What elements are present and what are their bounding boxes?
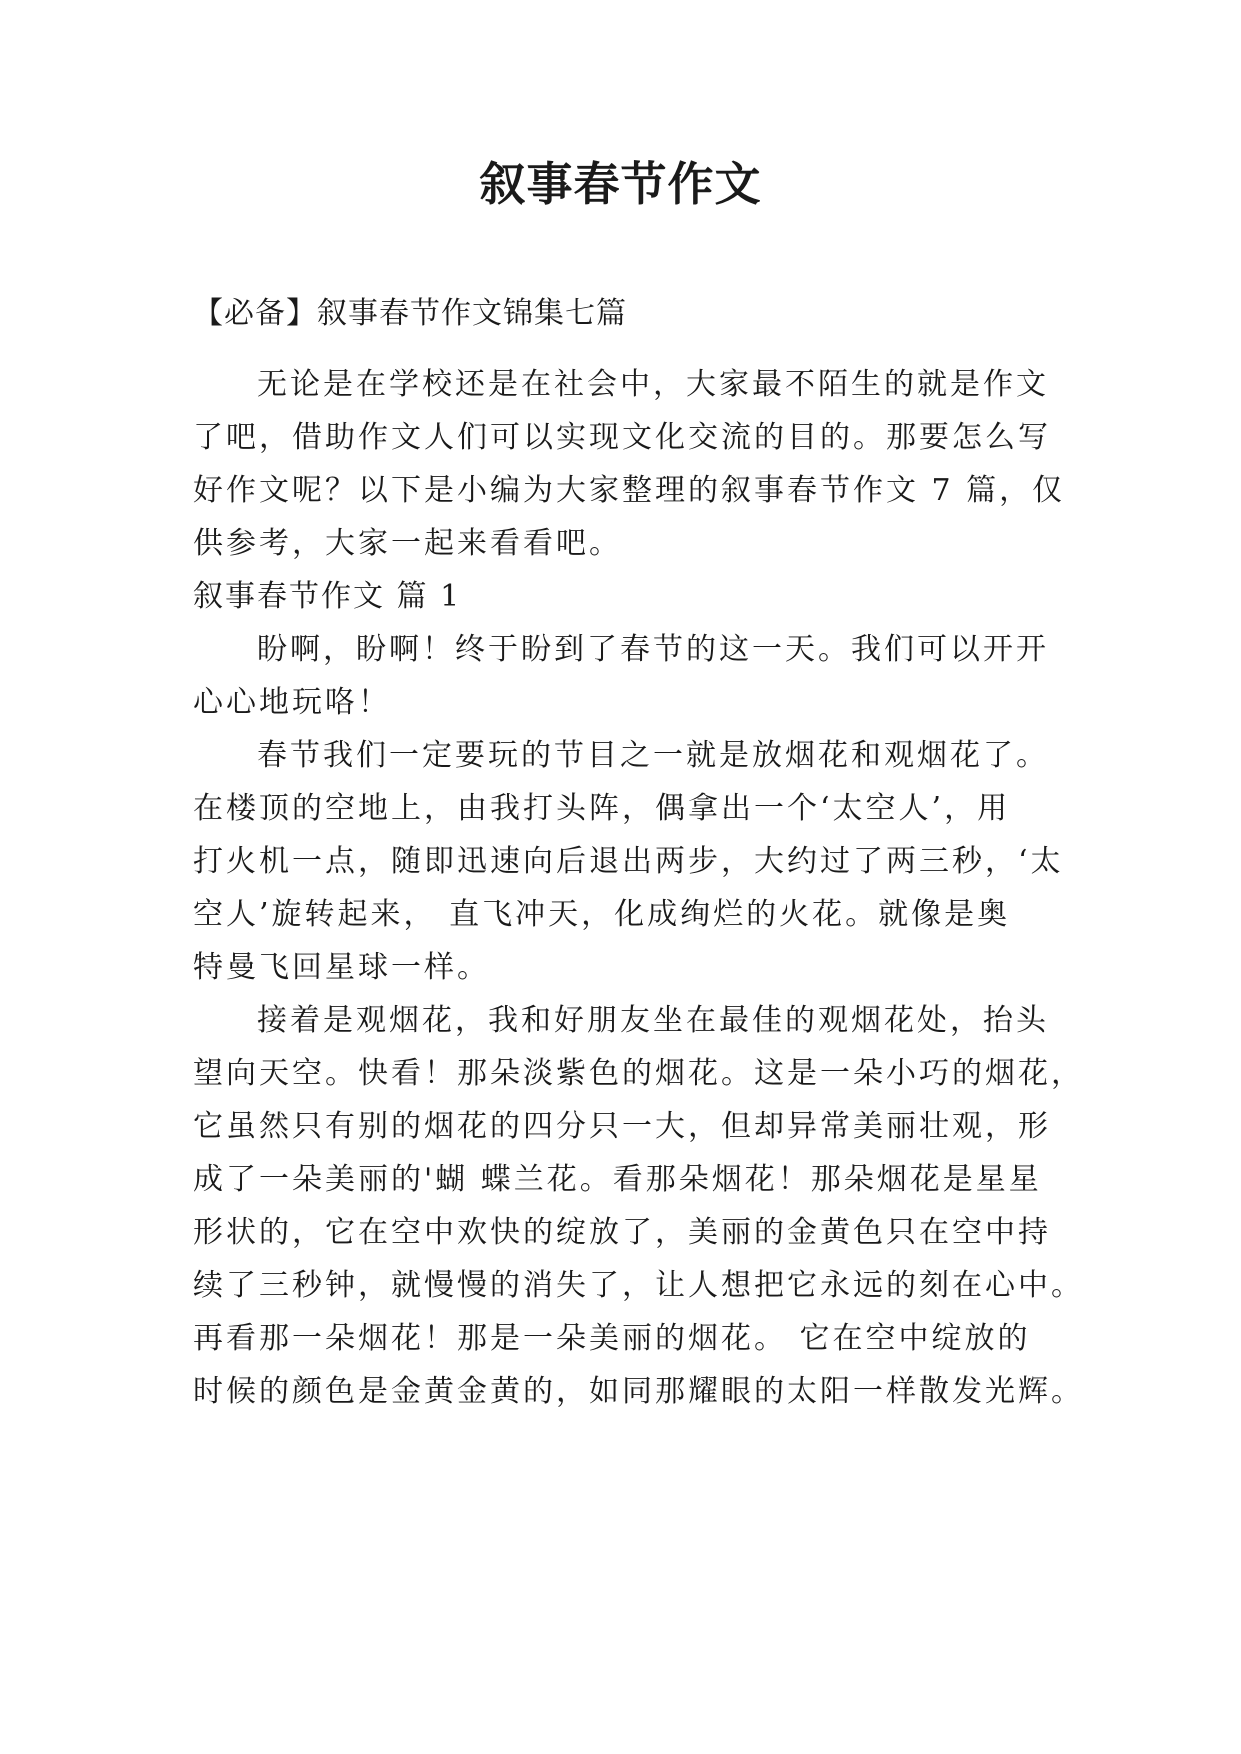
text-line: 望向天空。快看！那朵淡紫色的烟花。这是一朵小巧的烟花， (193, 1056, 1084, 1091)
section-heading: 叙事春节作文 篇 1 (193, 579, 462, 614)
text-line: 盼啊，盼啊！终于盼到了春节的这一天。我们可以开开 (257, 632, 1049, 667)
text-line: 心心地玩咯！ (193, 685, 391, 720)
text-line: 时候的颜色是金黄金黄的，如同那耀眼的太阳一样散发光辉。 (193, 1374, 1084, 1409)
text-line: 无论是在学校还是在社会中，大家最不陌生的就是作文 (257, 367, 1049, 402)
text-line: 再看那一朵烟花！那是一朵美丽的烟花。 它在空中绽放的 (193, 1321, 1031, 1356)
document-subtitle: 【必备】叙事春节作文锦集七篇 (193, 296, 627, 331)
text-line: 它虽然只有别的烟花的四分只一大，但却异常美丽壮观，形 (193, 1109, 1051, 1144)
text-line: 春节我们一定要玩的节目之一就是放烟花和观烟花了。 (257, 738, 1049, 773)
text-line: 形状的，它在空中欢快的绽放了，美丽的金黄色只在空中持 (193, 1215, 1051, 1250)
text-line: 特曼飞回星球一样。 (193, 950, 490, 985)
document-title: 叙事春节作文 (479, 157, 762, 211)
text-line: 好作文呢？以下是小编为大家整理的叙事春节作文 7 篇，仅 (193, 473, 1066, 508)
text-line: 空人’旋转起来， 直飞冲天，化成绚烂的火花。就像是奥 (193, 897, 1011, 932)
text-line: 成了一朵美丽的'蝴 蝶兰花。看那朵烟花！那朵烟花是星星 (193, 1162, 1042, 1197)
text-line: 接着是观烟花，我和好朋友坐在最佳的观烟花处，抬头 (257, 1003, 1049, 1038)
text-line: 在楼顶的空地上，由我打头阵，偶拿出一个‘太空人’，用 (193, 791, 1011, 826)
text-line: 打火机一点，随即迅速向后退出两步，大约过了两三秒，‘太 (193, 844, 1064, 879)
text-line: 供参考，大家一起来看看吧。 (193, 526, 622, 561)
text-line: 续了三秒钟，就慢慢的消失了，让人想把它永远的刻在心中。 (193, 1268, 1084, 1303)
text-line: 了吧，借助作文人们可以实现文化交流的目的。那要怎么写 (193, 420, 1051, 455)
